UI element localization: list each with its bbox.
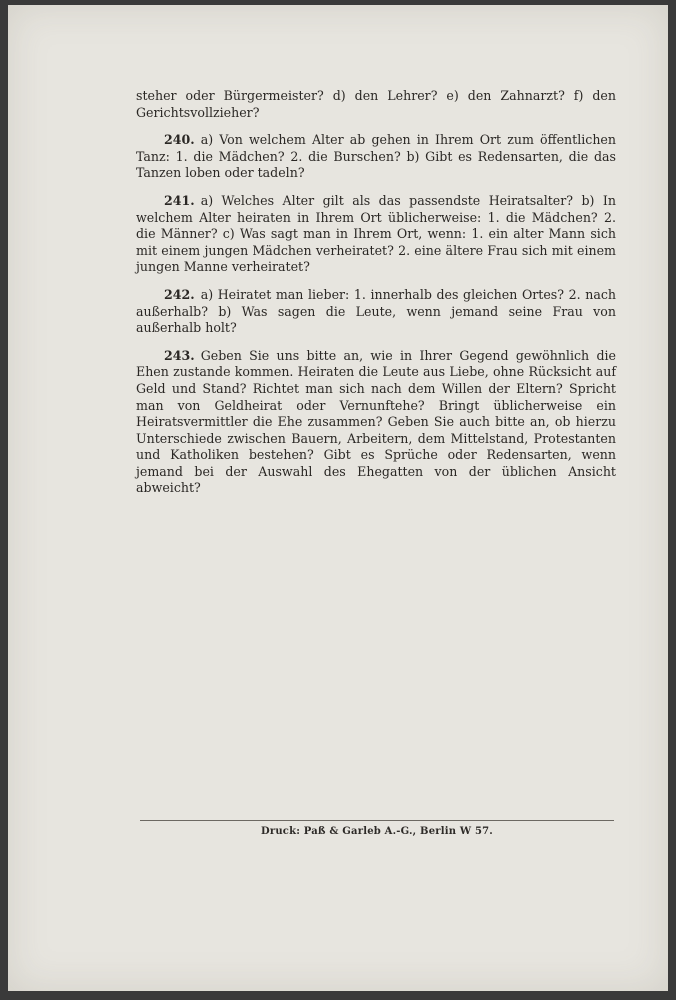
- question-241: [136, 193, 616, 276]
- question-240: [136, 132, 616, 182]
- question-243: [136, 348, 616, 497]
- question-text: a) Heiratet man lieber: 1. innerhalb des gleichen Ortes? 2. nach außerhalb? b) Was sagen die Leute, wenn jemand seine Frau von außerhalb holt?: [136, 286, 616, 336]
- question-text: a) Von welchem Alter ab gehen in Ihrem Ort zum öffentlichen Tanz: 1. die Mädchen? 2. die Burschen? b) Gibt es Redensarten, die das Tanzen loben oder tadeln?: [136, 132, 616, 181]
- continuation-paragraph: [136, 88, 616, 121]
- questionnaire-text: [136, 88, 616, 508]
- question-number: 240.: [164, 132, 195, 148]
- continuation-text: steher oder Bürgermeister? d) den Lehrer? e) den Zahnarzt? f) den Gerichtsvollzieher?: [136, 88, 616, 120]
- question-number: 242.: [164, 286, 195, 302]
- footer-divider: [140, 820, 614, 821]
- question-text: Geben Sie uns bitte an, wie in Ihrer Gegend gewöhnlich die Ehen zustande kommen. Heiraten die Leute aus Liebe, ohne Rücksicht auf Geld und Stand? Richtet man sich nach dem Willen der Eltern? Spricht man von Geldheirat oder Vernunftehe? Bringt üblicherweise ein Heiratsvermittler die Ehe zusammen? Geben Sie auch bitte an, ob hierzu Unterschiede zwischen Bauern, Arbeitern, dem Mittelstand, Protestanten und Katholiken bestehen? Gibt es Sprüche oder Redensarten, wenn jemand bei der Auswahl des Ehegatten von der üblichen Ansicht abweicht?: [136, 347, 616, 496]
- printer-imprint: Druck: Paß & Garleb A.-G., Berlin W 57.: [260, 826, 493, 837]
- question-number: 241.: [164, 192, 195, 208]
- question-number: 243.: [164, 347, 195, 363]
- document-page: [8, 5, 668, 991]
- question-242: [136, 287, 616, 337]
- question-text: a) Welches Alter gilt als das passendste Heiratsalter? b) In welchem Alter heiraten in Ihrem Ort üblicherweise: 1. die Mädchen? 2. die Männer? c) Was sagt man in Ihrem Ort, wenn: 1. ein alter Mann sich mit einem jungen Mädchen verheiratet? 2. eine ältere Frau sich mit einem jungen Manne verheiratet?: [136, 192, 616, 275]
